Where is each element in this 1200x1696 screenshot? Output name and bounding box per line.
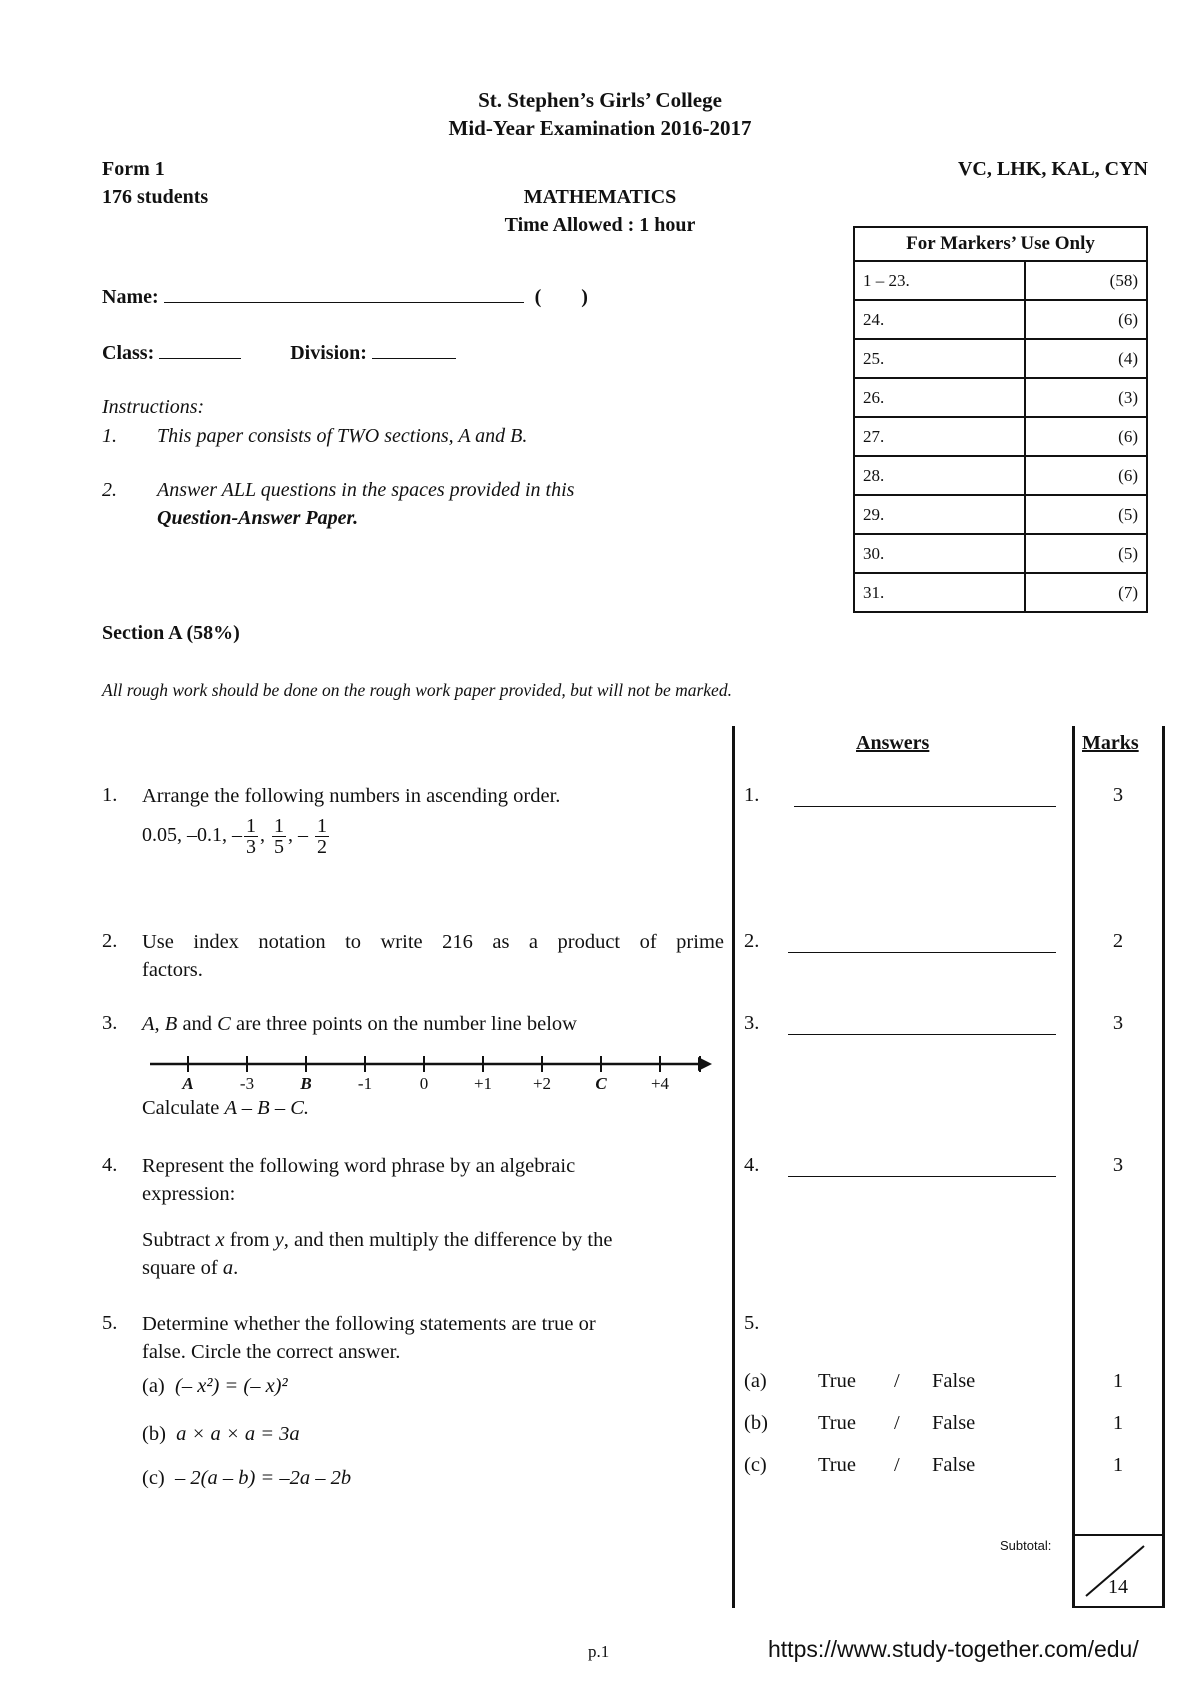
- question-4-phrase-cont: square of a.: [142, 1257, 239, 1279]
- point-a-label: A: [142, 1013, 155, 1035]
- question-3-calculate: [142, 1094, 309, 1122]
- number-line-tick-label: A: [182, 1074, 194, 1093]
- question-1-mark: 3: [1112, 784, 1124, 806]
- phrase-part: square of: [142, 1257, 218, 1279]
- class-field[interactable]: [159, 340, 241, 359]
- part-expression: a × a × a = 3a: [176, 1423, 300, 1445]
- name-field[interactable]: [164, 284, 524, 303]
- exam-title: Mid-Year Examination 2016-2017: [448, 116, 752, 140]
- fraction-one-half: [315, 816, 329, 857]
- fraction-denominator: 5: [274, 836, 284, 858]
- answer-1-field[interactable]: [794, 788, 1056, 807]
- markers-mark: (6): [1025, 456, 1147, 495]
- markers-question: 27.: [854, 417, 1025, 456]
- markers-mark: (6): [1025, 417, 1147, 456]
- question-3-mark: 3: [1112, 1012, 1124, 1034]
- markers-question: 28.: [854, 456, 1025, 495]
- markers-mark: (7): [1025, 573, 1147, 612]
- table-row: [854, 456, 1147, 495]
- part-label: (c): [142, 1467, 165, 1489]
- marks-column-divider: [1072, 726, 1075, 1608]
- fraction-numerator: 1: [317, 815, 327, 837]
- section-title: Section A (58%): [102, 622, 240, 644]
- time-allowed: Time Allowed : 1 hour: [504, 214, 696, 236]
- table-row: [854, 495, 1147, 534]
- division-label: Division:: [290, 342, 367, 364]
- rough-work-note: All rough work should be done on the rough work paper provided, but will not be marked.: [102, 680, 732, 700]
- answer-5a-label: (a): [744, 1370, 767, 1392]
- answer-4-number: 4.: [744, 1154, 760, 1176]
- answer-3-field[interactable]: [788, 1016, 1056, 1035]
- markers-question: 26.: [854, 378, 1025, 417]
- question-4-text: Represent the following word phrase by an algebraic: [142, 1155, 576, 1177]
- phrase-part: from: [229, 1229, 270, 1251]
- answer-5b-slash: /: [894, 1412, 900, 1434]
- question-1-number: 1.: [102, 784, 118, 806]
- question-1-text: Arrange the following numbers in ascending order.: [142, 785, 561, 807]
- variable-y: y: [274, 1229, 284, 1251]
- question-5b: [142, 1420, 300, 1448]
- part-expression: (– x²) = (– x)²: [175, 1375, 288, 1397]
- markers-mark: (5): [1025, 495, 1147, 534]
- form-label: Form 1: [102, 158, 165, 180]
- subject-title: MATHEMATICS: [523, 186, 677, 208]
- fraction-denominator: 3: [246, 836, 256, 858]
- instruction-2-text: Answer ALL questions in the spaces provided in this: [157, 479, 575, 501]
- question-5a-mark: 1: [1112, 1370, 1124, 1392]
- question-5a: [142, 1372, 288, 1400]
- answer-1-number: 1.: [744, 784, 760, 806]
- markers-question: 25.: [854, 339, 1025, 378]
- markers-question: 31.: [854, 573, 1025, 612]
- number-line-tick-label: C: [595, 1074, 607, 1093]
- answer-5a-slash: /: [894, 1370, 900, 1392]
- question-5c-mark: 1: [1112, 1454, 1124, 1476]
- question-5b-mark: 1: [1112, 1412, 1124, 1434]
- question-4-number: 4.: [102, 1154, 118, 1176]
- table-row: [854, 534, 1147, 573]
- markers-mark: (4): [1025, 339, 1147, 378]
- table-row: [854, 300, 1147, 339]
- markers-question: 29.: [854, 495, 1025, 534]
- part-expression: – 2(a – b) = –2a – 2b: [175, 1467, 352, 1489]
- answer-4-field[interactable]: [788, 1158, 1056, 1177]
- question-4-mark: 3: [1112, 1154, 1124, 1176]
- instruction-1-text: This paper consists of TWO sections, A and B.: [157, 425, 528, 447]
- subtotal-box-top: [1072, 1534, 1164, 1536]
- number-line-tick-label: B: [300, 1074, 312, 1093]
- point-c-label: C: [217, 1013, 231, 1035]
- subtotal-value: 14: [1108, 1576, 1128, 1598]
- fraction-one-fifth: [272, 816, 286, 857]
- question-2-number: 2.: [102, 930, 118, 952]
- name-label: Name:: [102, 286, 159, 308]
- instructions-title: Instructions:: [102, 396, 205, 418]
- number-line-tick-label: +1: [473, 1074, 493, 1093]
- student-count: 176 students: [102, 186, 209, 208]
- markers-question: 30.: [854, 534, 1025, 573]
- part-label: (a): [142, 1375, 165, 1397]
- question-3-text-body: are three points on the number line below: [235, 1013, 577, 1035]
- point-b-label: B: [164, 1013, 178, 1035]
- division-field[interactable]: [372, 340, 456, 359]
- number-line-tick-label: 0: [419, 1074, 429, 1093]
- name-row: [102, 284, 588, 309]
- table-row: [854, 573, 1147, 612]
- class-label: Class:: [102, 342, 155, 364]
- markers-question: 1 – 23.: [854, 261, 1025, 300]
- footer-url[interactable]: https://www.study-together.com/edu/: [768, 1636, 1139, 1662]
- answer-2-number: 2.: [744, 930, 760, 952]
- question-2-text-cont: factors.: [142, 959, 203, 981]
- answer-3-number: 3.: [744, 1012, 760, 1034]
- part-label: (b): [142, 1423, 166, 1445]
- answer-5b-true[interactable]: True: [818, 1412, 856, 1434]
- markers-table: [853, 226, 1148, 613]
- table-row: [854, 339, 1147, 378]
- instruction-1-number: 1.: [102, 425, 117, 447]
- question-2-mark: 2: [1112, 930, 1124, 952]
- answer-5c-label: (c): [744, 1454, 767, 1476]
- number-line-tick-label: +2: [532, 1074, 552, 1093]
- variable-a: a: [222, 1257, 234, 1279]
- question-5-number: 5.: [102, 1312, 118, 1334]
- answer-5b-false[interactable]: False: [932, 1412, 976, 1434]
- answer-5b-label: (b): [744, 1412, 768, 1434]
- class-number-bracket: ( ): [534, 286, 588, 308]
- calculate-expression: A – B – C.: [224, 1097, 310, 1119]
- question-3-number: 3.: [102, 1012, 118, 1034]
- answer-column-divider: [732, 726, 735, 1608]
- school-name: St. Stephen’s Girls’ College: [478, 88, 722, 112]
- page-number: p.1: [588, 1642, 610, 1661]
- answers-header: Answers: [856, 732, 930, 754]
- question-4-text-cont: expression:: [142, 1183, 236, 1205]
- answer-5c-false[interactable]: False: [932, 1454, 976, 1476]
- fraction-one-third: [244, 816, 258, 857]
- markers-mark: (5): [1025, 534, 1147, 573]
- markers-question: 24.: [854, 300, 1025, 339]
- question-3-text: A, B and C are three points on the number line below: [142, 1013, 577, 1035]
- number-line-tick-label: -3: [239, 1074, 255, 1093]
- fraction-numerator: 1: [274, 815, 284, 837]
- question-1-decimals: 0.05, –0.1, –: [142, 824, 242, 847]
- number-line-tick-label: +4: [650, 1074, 670, 1093]
- table-row: [854, 261, 1147, 300]
- class-row: [102, 340, 456, 365]
- variable-x: x: [215, 1229, 225, 1251]
- answer-5-number: 5.: [744, 1312, 760, 1334]
- markers-mark: (58): [1025, 261, 1147, 300]
- question-5-text-cont: false. Circle the correct answer.: [142, 1341, 401, 1363]
- phrase-part: , and then multiply the difference by the: [283, 1229, 613, 1251]
- marks-header: Marks: [1082, 732, 1139, 754]
- markers-mark: (3): [1025, 378, 1147, 417]
- markers-mark: (6): [1025, 300, 1147, 339]
- fraction-denominator: 2: [317, 836, 327, 858]
- question-5-text: Determine whether the following statements are true or: [142, 1313, 596, 1335]
- calculate-word: Calculate: [142, 1097, 220, 1119]
- question-4-phrase: [142, 1226, 612, 1254]
- answer-5a-true[interactable]: True: [818, 1370, 856, 1392]
- marks-column-right-border: [1162, 726, 1165, 1608]
- answer-5c-slash: /: [894, 1454, 900, 1476]
- table-row: [854, 417, 1147, 456]
- table-row: [854, 378, 1147, 417]
- question-2-text: Use index notation to write 216 as a product of prime: [142, 931, 724, 953]
- and-word: and: [182, 1013, 213, 1035]
- subtotal-label: Subtotal:: [1000, 1538, 1052, 1553]
- instruction-2-number: 2.: [102, 479, 117, 501]
- answer-5c-true[interactable]: True: [818, 1454, 856, 1476]
- instruction-2-text-emphasis: Question-Answer Paper.: [157, 507, 359, 529]
- question-5c: [142, 1464, 351, 1492]
- answer-2-field[interactable]: [788, 934, 1056, 953]
- number-line-tick-label: -1: [357, 1074, 373, 1093]
- question-1-numbers: 0.05, –0.1, – $\frac{1}{3}$ , $\frac{1}{5}$ , – $\frac{1}{2}$: [142, 815, 327, 858]
- subtotal-box-bottom: [1072, 1606, 1164, 1608]
- teacher-initials: VC, LHK, KAL, CYN: [957, 158, 1148, 180]
- fraction-numerator: 1: [246, 815, 256, 837]
- phrase-part: Subtract: [142, 1229, 211, 1251]
- markers-table-title: For Markers’ Use Only: [854, 227, 1147, 261]
- answer-5a-false[interactable]: False: [932, 1370, 976, 1392]
